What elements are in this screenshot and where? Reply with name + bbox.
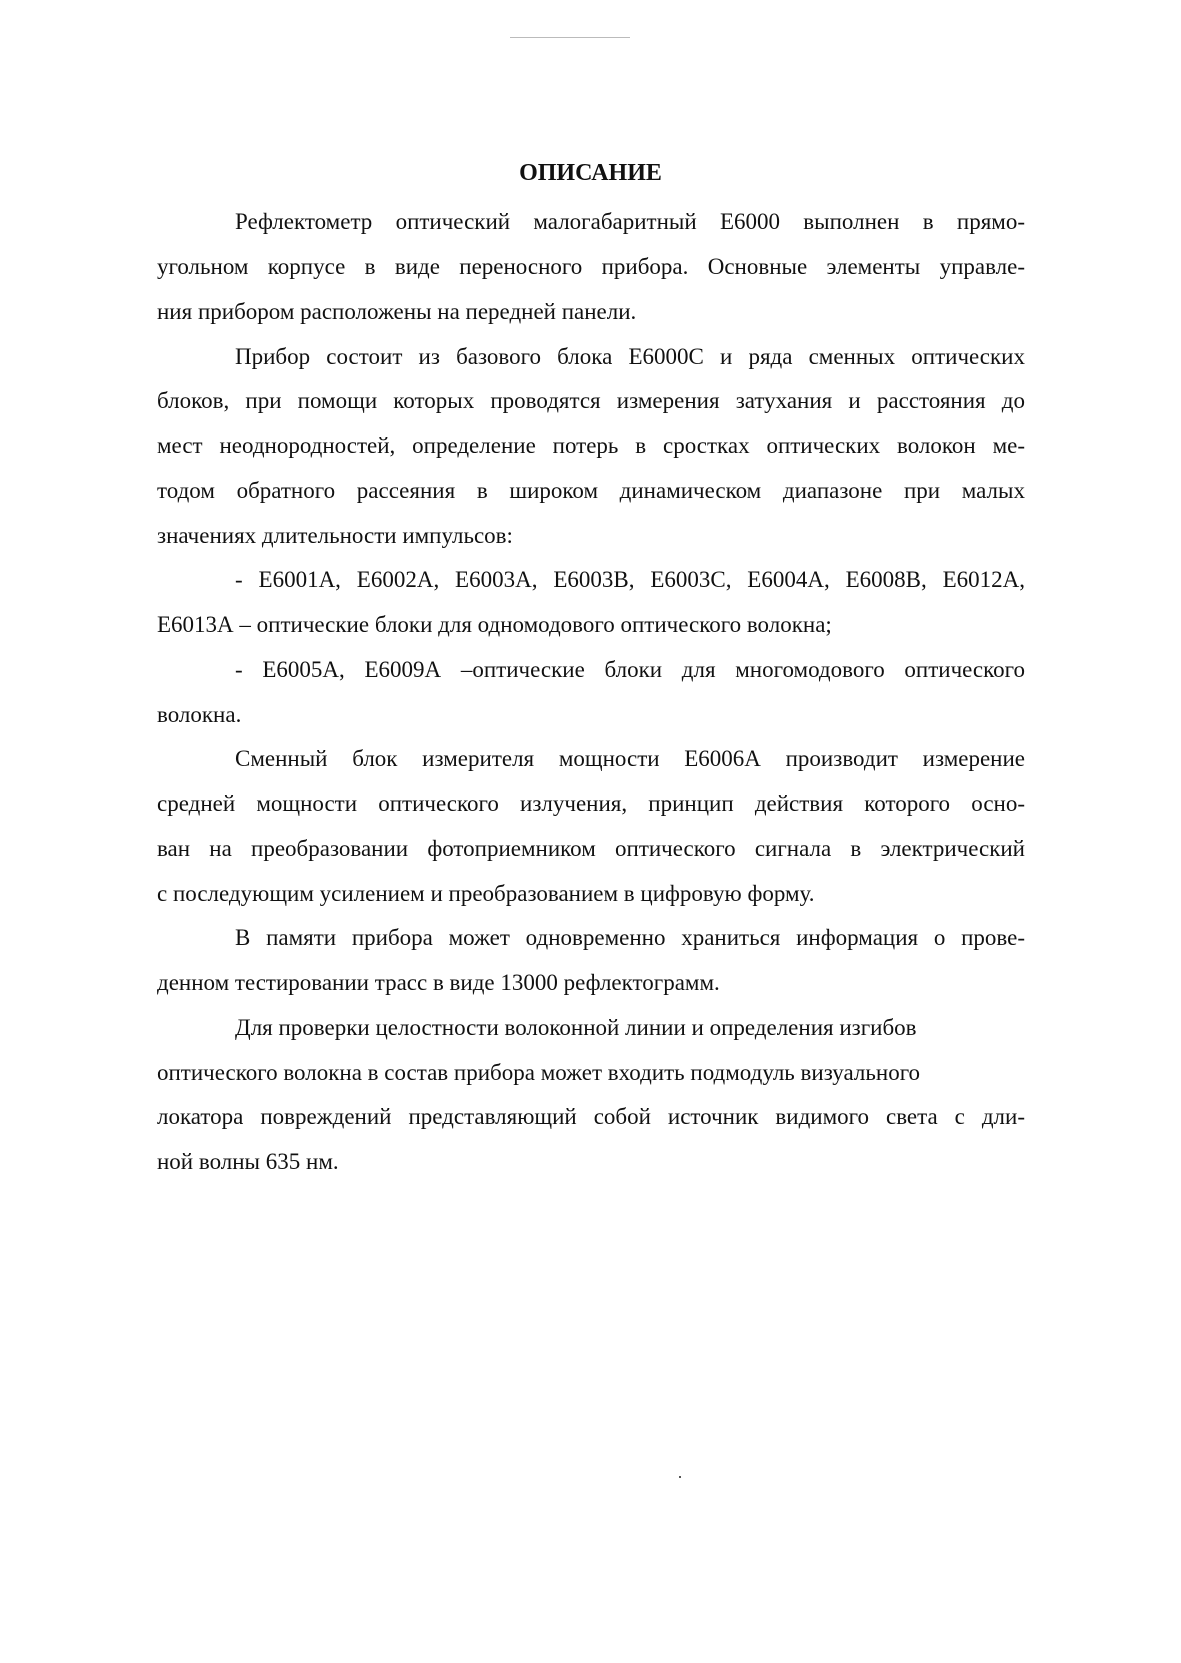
text-line: ной волны 635 нм. (157, 1149, 339, 1174)
text-line: локатора повреждений представляющий собой источник видимого света с дли- (157, 1104, 1025, 1129)
text-line: Прибор состоит из базового блока Е6000С и ряда сменных оптических (235, 344, 1025, 369)
text-line: угольном корпусе в виде переносного прибора. Основные элементы управле- (157, 254, 1025, 279)
text-line: ния прибором расположены на передней панели. (157, 299, 637, 324)
text-line: Для проверки целостности волоконной линии и определения изгибов (235, 1015, 917, 1040)
text-line: блоков, при помощи которых проводятся измерения затухания и расстояния до (157, 388, 1025, 413)
text-line: В памяти прибора может одновременно храниться информация о прове- (235, 925, 1025, 950)
text-line: средней мощности оптического излучения, принцип действия которого осно- (157, 791, 1025, 816)
text-line: - Е6005А, Е6009А –оптические блоки для многомодового оптического (235, 657, 1025, 682)
text-line: - Е6001А, Е6002А, Е6003А, Е6003В, Е6003С, Е6004А, Е6008В, Е6012А, (235, 567, 1025, 592)
text-line: ван на преобразовании фотоприемником оптического сигнала в электрический (157, 836, 1025, 861)
text-line: Сменный блок измерителя мощности Е6006А производит измерение (235, 746, 1025, 771)
text-line: с последующим усилением и преобразованием в цифровую форму. (157, 881, 815, 906)
text-line: волокна. (157, 702, 242, 727)
text-line: Рефлектометр оптический малогабаритный Е6000 выполнен в прямо- (235, 209, 1025, 234)
text-line: значениях длительности импульсов: (157, 523, 513, 548)
text-line: тодом обратного рассеяния в широком динамическом диапазоне при малых (157, 478, 1025, 503)
text-line: денном тестировании трасс в виде 13000 рефлектограмм. (157, 970, 720, 995)
text-line: мест неоднородностей, определение потерь в сростках оптических волокон ме- (157, 433, 1025, 458)
scan-dot (679, 1476, 681, 1478)
text-line: Е6013А – оптические блоки для одномодового оптического волокна; (157, 612, 832, 637)
scan-artifact (510, 37, 630, 38)
page-title: ОПИСАНИЕ (519, 160, 662, 186)
text-line: оптического волокна в состав прибора может входить подмодуль визуального (157, 1060, 921, 1085)
